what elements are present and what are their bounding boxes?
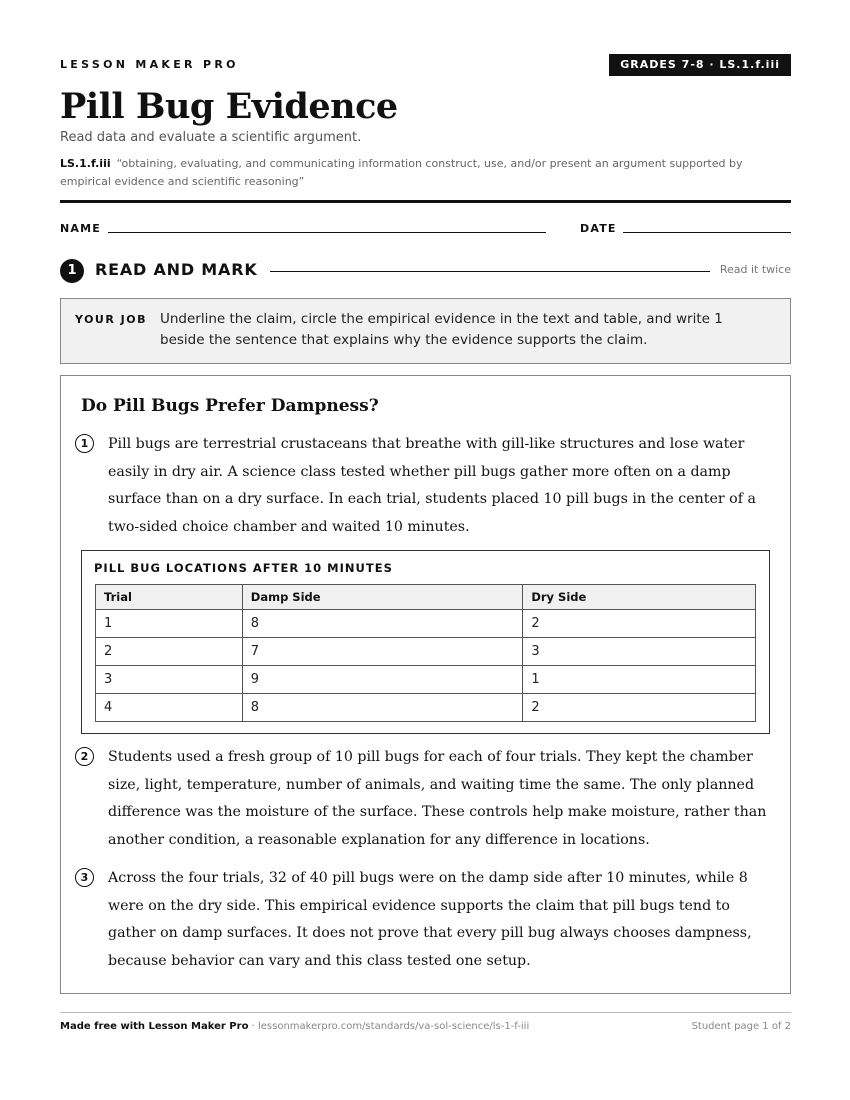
section-rule xyxy=(270,271,710,272)
section-title: READ AND MARK xyxy=(95,260,258,279)
table-cell: 2 xyxy=(523,694,756,722)
name-date-row xyxy=(60,220,791,240)
table-cell: 1 xyxy=(523,666,756,694)
section-note: Read it twice xyxy=(719,263,791,276)
footer-divider xyxy=(60,1012,791,1013)
table-row xyxy=(96,610,756,638)
table-cell: 4 xyxy=(96,694,243,722)
table-cell: 3 xyxy=(523,638,756,666)
table-header-damp: Damp Side xyxy=(242,585,523,610)
footer-page-number: Student page 1 of 2 xyxy=(691,1021,791,1032)
page-subtitle: Read data and evaluate a scientific argument. xyxy=(60,130,362,145)
table-header-trial: Trial xyxy=(96,585,243,610)
top-bar xyxy=(60,52,791,78)
brand-name: LESSON MAKER PRO xyxy=(60,58,239,71)
table-title: PILL BUG LOCATIONS AFTER 10 MINUTES xyxy=(94,561,393,575)
data-table-box xyxy=(81,550,770,734)
table-row xyxy=(96,666,756,694)
date-field[interactable] xyxy=(623,232,791,233)
your-job-box xyxy=(60,298,791,364)
footer-made-with: Made free with Lesson Maker Pro xyxy=(60,1021,249,1032)
your-job-label: YOUR JOB xyxy=(75,313,147,326)
section-header xyxy=(60,259,791,283)
table-cell: 2 xyxy=(523,610,756,638)
section-number-badge: 1 xyxy=(60,259,84,283)
standard-code: LS.1.f.iii xyxy=(60,157,111,170)
table-header-dry: Dry Side xyxy=(523,585,756,610)
passage-title: Do Pill Bugs Prefer Dampness? xyxy=(81,396,379,416)
your-job-text: Underline the claim, circle the empirical evidence in the text and table, and write 1 beside the sentence that explains why the evidence supports the claim. xyxy=(160,311,723,348)
table-header-row xyxy=(96,585,756,610)
table-cell: 8 xyxy=(242,694,523,722)
paragraph-text: Students used a fresh group of 10 pill bugs for each of four trials. They kept the chamber size, light, temperature, number of animals, and waiting time the same. The only planned difference was the moisture of the surface. These controls help make moisture, rather than another condition, a reasonable explanation for any difference in locations. xyxy=(108,749,767,849)
date-label: DATE xyxy=(580,222,617,235)
standard-text: “obtaining, evaluating, and communicating information construct, use, and/or present an argument supported by empirical evidence and scientific reasoning” xyxy=(60,157,743,188)
table-row xyxy=(96,638,756,666)
page-footer xyxy=(60,1021,791,1032)
reading-passage xyxy=(60,375,791,994)
paragraph-text: Pill bugs are terrestrial crustaceans that breathe with gill-like structures and lose water easily in dry air. A science class tested whether pill bugs gather more often on a damp surface than on a dry surface. In each trial, students placed 10 pill bugs in the center of a two-sided choice chamber and waited 10 minutes. xyxy=(108,436,756,536)
paragraph-number: 3 xyxy=(75,868,94,887)
data-table xyxy=(95,584,756,722)
table-cell: 3 xyxy=(96,666,243,694)
table-cell: 9 xyxy=(242,666,523,694)
paragraph-text: Across the four trials, 32 of 40 pill bugs were on the damp side after 10 minutes, while 8 were on the dry side. This empirical evidence supports the claim that pill bugs tend to gather on damp surfaces. It does not prove that every pill bug always chooses dampness, because behavior can vary and this class tested one setup. xyxy=(108,870,752,970)
name-field[interactable] xyxy=(108,232,546,233)
table-cell: 1 xyxy=(96,610,243,638)
name-label: NAME xyxy=(60,222,101,235)
page-title: Pill Bug Evidence xyxy=(60,86,398,127)
footer-url: · lessonmakerpro.com/standards/va-sol-science/ls-1-f-iii xyxy=(248,1021,530,1032)
paragraph-number: 2 xyxy=(75,747,94,766)
standard-description xyxy=(60,155,791,191)
paragraph-number: 1 xyxy=(75,434,94,453)
table-cell: 2 xyxy=(96,638,243,666)
table-cell: 8 xyxy=(242,610,523,638)
header-divider xyxy=(60,200,791,203)
table-row xyxy=(96,694,756,722)
grade-badge: GRADES 7-8 · LS.1.f.iii xyxy=(609,54,791,76)
table-cell: 7 xyxy=(242,638,523,666)
